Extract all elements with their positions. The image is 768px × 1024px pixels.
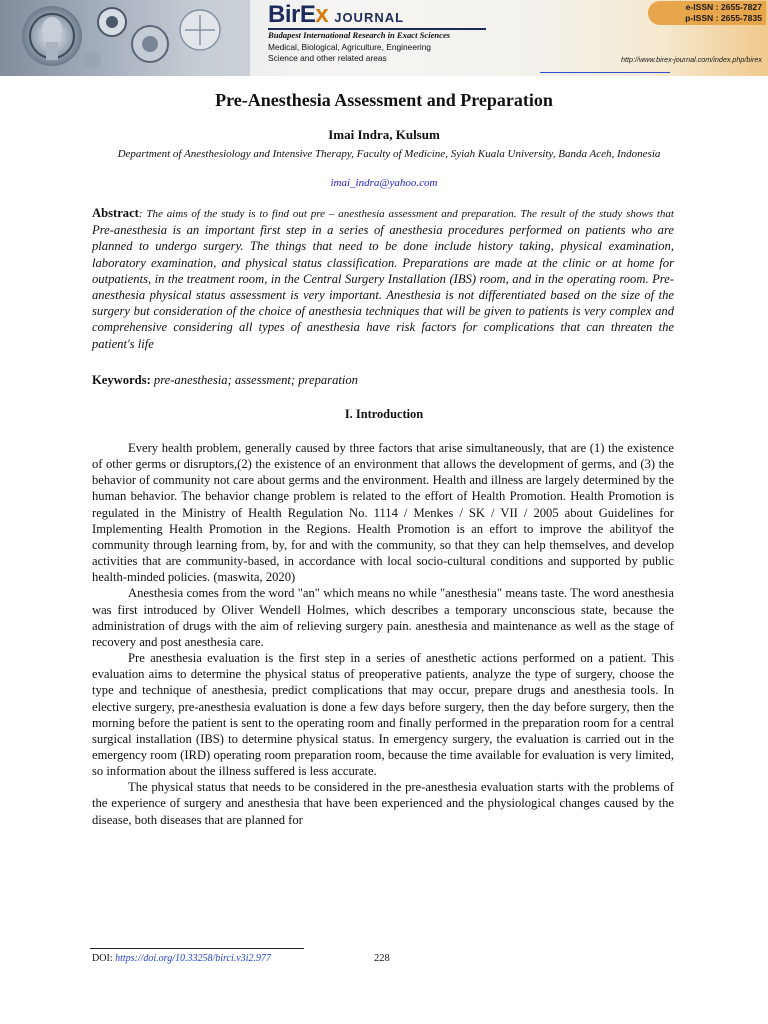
paragraph: Anesthesia comes from the word "an" which means no while "anesthesia" means taste. The word anesthesia was first introduced by Oliver Wendell Holmes, which describes a temporary unconscious state, because the administration of drugs with the aim of relieving surgery pain. anesthesia and maintenance as well as the stage of recovery and post anesthesia care. bbox=[92, 586, 674, 649]
journal-banner bbox=[0, 0, 768, 76]
keywords bbox=[92, 373, 674, 388]
body-text bbox=[92, 440, 674, 828]
url-underline bbox=[540, 72, 670, 73]
paragraph: The physical status that needs to be considered in the pre-anesthesia evaluation starts with the problems of the experience of surgery and anesthesia that have been experienced and the physiological changes caused by the disease, both diseases that are planned for bbox=[92, 780, 674, 827]
paper-title: Pre-Anesthesia Assessment and Preparation bbox=[215, 90, 553, 110]
abstract-label: Abstract bbox=[92, 206, 139, 220]
footnote-divider bbox=[90, 948, 304, 949]
paper-authors: Imai Indra, Kulsum bbox=[328, 127, 440, 142]
abstract-text: Pre-anesthesia is an important first step in a series of anesthesia procedures performed on patients who are planned to undergo surgery. The things that need to be done include history taking, physical examination, laboratory examination, and physical status classification. Preparations are made at the clinic or at home for outpatients, in the treatment room, in the Central Surgery Installation (IBS) room, and in the operating room. Pre-anesthesia physical status assessment is very important. Anesthesia is not differentiated based on the size of the surgery but consideration of the choice of anesthesia techniques that will be given to patients is very complex and comprehensive considering all types of anesthesia have risk factors for complications that can threaten the patient's life bbox=[92, 223, 674, 351]
issn-badge bbox=[648, 1, 766, 25]
doi-link[interactable]: https://doi.org/10.33258/birci.v3i2.977 bbox=[115, 953, 271, 964]
doi-label: DOI: bbox=[92, 953, 116, 964]
journal-scope-line-2: Science and other related areas bbox=[268, 53, 387, 63]
paragraph: Pre anesthesia evaluation is the first step in a series of anesthetic actions performed on a patient. This evaluation aims to determine the physical status of preoperative patients, analyze the type of surgery, choose the type and technique of anesthesia, predict complications that may occur, prepare drugs and anesthesia tools. In elective surgery, pre-anesthesia evaluation is done a few days before surgery, then the day before surgery, then the morning before the patient is sent to the operating room and finally performed in the preparation room for a central surgical installation (IBS) to determine physical status. In emergency surgery, the evaluation is carried out in the emergency room (IRD) operating room preparation room, because the time available for evaluation is very limited, so information about the illness suffered is less accurate. bbox=[92, 651, 674, 779]
abstract-lead: : The aims of the study is to find out pre – anesthesia assessment and preparation. The result of the study shows that bbox=[138, 208, 674, 220]
keywords-label: Keywords: bbox=[92, 373, 151, 387]
journal-url[interactable]: http://www.birex-journal.com/index.php/birex bbox=[620, 55, 762, 64]
doi-footer bbox=[92, 953, 271, 964]
section-heading: I. Introduction bbox=[344, 407, 424, 421]
pissn: p-ISSN : 2655-7835 bbox=[685, 13, 762, 23]
journal-scope-line-1: Medical, Biological, Agriculture, Engineering bbox=[268, 42, 431, 52]
paragraph: Every health problem, generally caused by three factors that arise simultaneously, that are (1) the existence of other germs or disruptors,(2) the existence of an environment that allows the development of germs, and (3) the behavior of community not care about germs and the environment. Health and illness are largely determined by the human behavior. The behavior change problem is related to the effort of Health Promotion. Health Promotion is regulated in the Ministry of Health Regulation No. 1114 / Menkes / SK / VII / 2005 about Guidelines for Implementing Health Promotion in the Regions. Health Promotion is an effort to improve the abilityof the community through learning from, by, for and with the community, so that they can help themselves, and develop activities that are community-based, in accordance with local socio-cultural conditions and supported by public health-minded policies. (maswita, 2020) bbox=[92, 441, 674, 585]
journal-logo: BirEx JOURNAL bbox=[268, 1, 405, 28]
keywords-text: pre-anesthesia; assessment; preparation bbox=[150, 373, 358, 387]
eissn: e-ISSN : 2655-7827 bbox=[685, 2, 762, 12]
abstract bbox=[92, 205, 674, 352]
page-number: 228 bbox=[374, 953, 390, 964]
author-email[interactable]: imai_indra@yahoo.com bbox=[330, 177, 438, 189]
banner-illustration bbox=[0, 0, 250, 76]
author-affiliation: Department of Anesthesiology and Intensive Therapy, Faculty of Medicine, Syiah Kuala University, Banda Aceh, Indonesia bbox=[117, 148, 661, 160]
journal-subtitle: Budapest International Research in Exact Sciences bbox=[268, 30, 451, 40]
